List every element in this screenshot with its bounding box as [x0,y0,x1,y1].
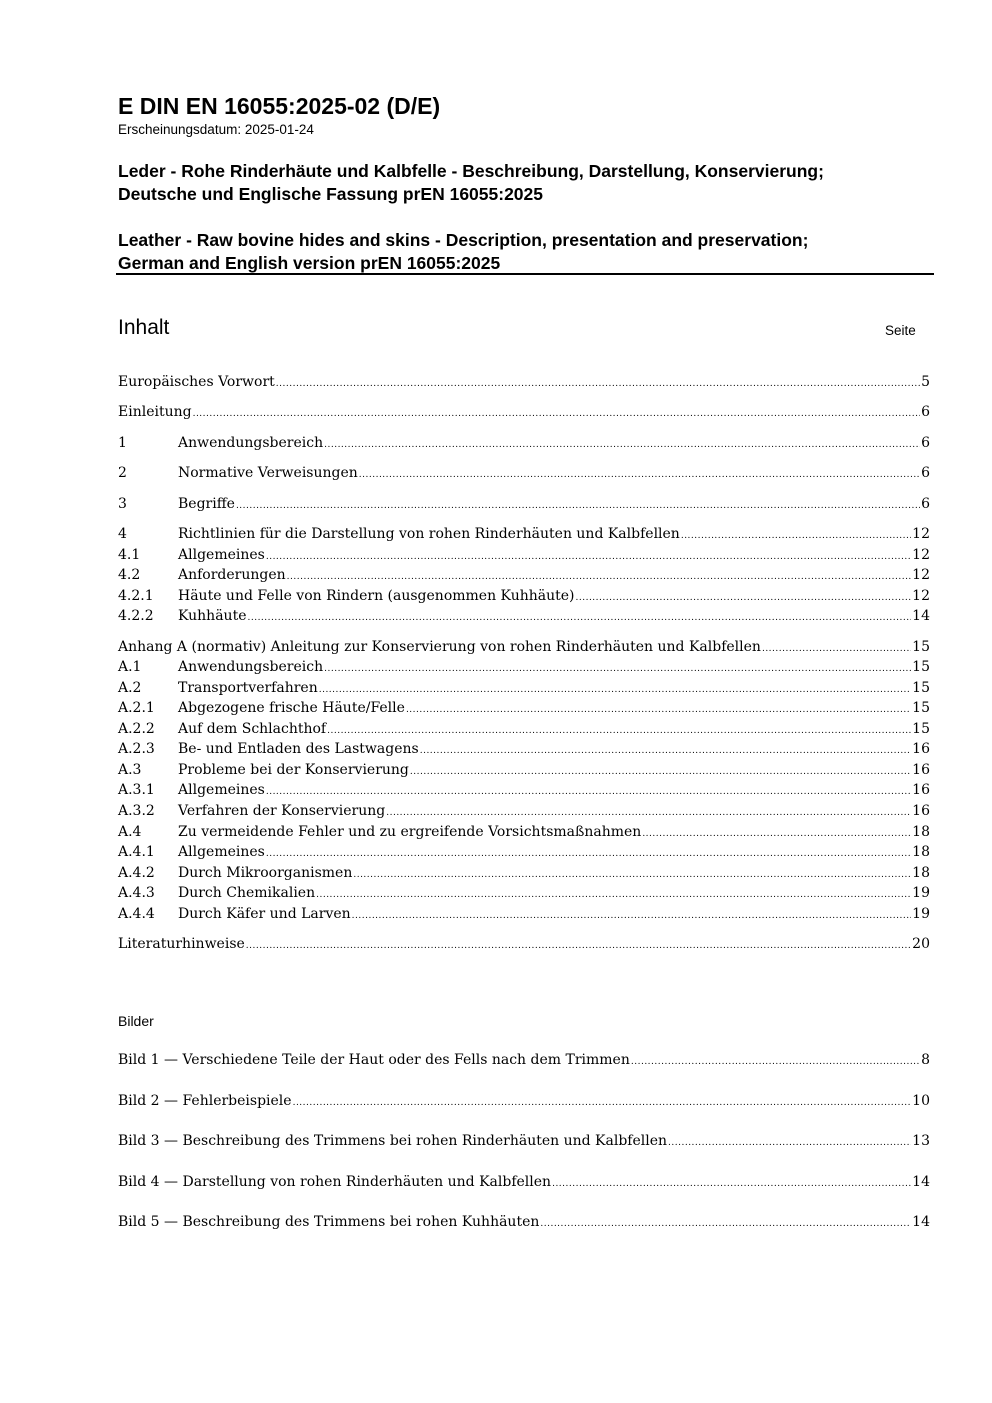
title-english-line-1: Leather - Raw bovine hides and skins - Description, presentation and preservation; [118,230,809,250]
toc-entry-title: Auf dem Schlachthof [178,721,327,737]
toc-entry[interactable] [118,863,930,883]
toc-entry-title: Anforderungen [178,567,286,583]
toc-entry-page: 16 [912,803,930,819]
toc-entry[interactable] [118,494,930,514]
toc-entry-number: 4 [118,526,127,542]
toc-entry[interactable] [118,657,930,677]
toc-entry[interactable] [118,372,930,392]
toc-entry[interactable] [118,637,930,657]
toc-entry-page: 15 [912,639,930,655]
toc-entry-title: Allgemeines [178,547,265,563]
toc-entry-page: 6 [921,496,930,512]
toc-entry-number: 4.2.1 [118,588,154,604]
toc-entry-page: 6 [921,404,930,420]
dot-leader [681,524,911,546]
dot-leader [352,904,912,926]
dot-leader [293,1091,912,1113]
figure-entry-page: 13 [912,1133,930,1149]
figure-entry[interactable] [118,1212,930,1232]
figure-entry-page: 8 [921,1052,930,1068]
toc-entry[interactable] [118,433,930,453]
toc-entry-number: 1 [118,435,127,451]
dot-leader [327,719,911,741]
toc-entry-number: A.4.3 [118,885,155,901]
toc-entry-title: Abgezogene frische Häute/Felle [178,700,405,716]
toc-entry[interactable] [118,904,930,924]
toc-entry[interactable] [118,883,930,903]
toc-entry[interactable] [118,698,930,718]
title-english-line-2: German and English version prEN 16055:2025 [118,253,501,273]
toc-entry[interactable] [118,678,930,698]
toc-entry-title: Häute und Felle von Rindern (ausgenommen Kuhhäute) [178,588,575,604]
toc-entry-number: 4.2 [118,567,141,583]
document-id: E DIN EN 16055:2025-02 (D/E) [118,93,441,119]
toc-entry-title: Europäisches Vorwort [118,374,275,390]
figure-entry-page: 10 [912,1093,930,1109]
toc-entry-number: A.1 [118,659,142,675]
dot-leader [668,1131,911,1153]
toc-entry-number: A.4 [118,824,142,840]
toc-entry-title: Einleitung [118,404,192,420]
toc-entry[interactable] [118,934,930,954]
dot-leader [319,678,911,700]
toc-entry-page: 15 [912,721,930,737]
toc-entry-title: Kuhhäute [178,608,247,624]
toc-entry-title: Verfahren der Konservierung [178,803,386,819]
toc-entry-number: 3 [118,496,127,512]
toc-entry-title: Transportverfahren [178,680,318,696]
dot-leader [540,1212,911,1234]
dot-leader [316,883,911,905]
toc-entry-title: Allgemeines [178,782,265,798]
dot-leader [631,1050,920,1072]
toc-entry-page: 16 [912,762,930,778]
toc-entry-title: Durch Käfer und Larven [178,906,351,922]
toc-entry-page: 19 [912,906,930,922]
toc-entry-title: Begriffe [178,496,235,512]
toc-entry[interactable] [118,545,930,565]
toc-entry-page: 16 [912,741,930,757]
toc-entry[interactable] [118,801,930,821]
figure-entry-title: Bild 4 — Darstellung von rohen Rinderhäuten und Kalbfellen [118,1174,552,1190]
toc-entry[interactable] [118,463,930,483]
dot-leader [406,698,911,720]
dot-leader [247,606,911,628]
toc-entry-page: 12 [912,547,930,563]
toc-entry-page: 14 [912,608,930,624]
dot-leader [324,433,920,455]
toc-entry[interactable] [118,565,930,585]
figure-entry-title: Bild 3 — Beschreibung des Trimmens bei rohen Rinderhäuten und Kalbfellen [118,1133,668,1149]
figure-entry-title: Bild 2 — Fehlerbeispiele [118,1093,292,1109]
toc-entry-title: Be- und Entladen des Lastwagens [178,741,419,757]
figure-entry[interactable] [118,1172,930,1192]
figure-entry[interactable] [118,1091,930,1111]
figure-entry-title: Bild 1 — Verschiedene Teile der Haut oder des Fells nach dem Trimmen [118,1052,630,1068]
figure-entry[interactable] [118,1050,930,1070]
dot-leader [266,545,911,567]
toc-entry-number: A.3 [118,762,142,778]
dot-leader [642,822,911,844]
toc-entry-page: 20 [912,936,930,952]
toc-entry-number: A.2.2 [118,721,155,737]
toc-entry-number: 4.2.2 [118,608,154,624]
dot-leader [420,739,911,761]
toc-entry-page: 5 [921,374,930,390]
figure-entry-page: 14 [912,1214,930,1230]
figure-entry-title: Bild 5 — Beschreibung des Trimmens bei rohen Kuhhäuten [118,1214,540,1230]
dot-leader [324,657,911,679]
dot-leader [359,463,920,485]
dot-leader [576,586,912,608]
dot-leader [762,637,911,659]
dot-leader [287,565,912,587]
toc-entry-number: A.2 [118,680,142,696]
toc-entry-title: Anhang A (normativ) Anleitung zur Konservierung von rohen Rinderhäuten und Kalbfellen [118,639,761,655]
toc-entry-page: 6 [921,435,930,451]
toc-entry-number: A.4.2 [118,865,155,881]
title-divider [116,273,934,275]
toc-entry[interactable] [118,822,930,842]
toc-entry-title: Allgemeines [178,844,265,860]
toc-entry-number: A.3.2 [118,803,155,819]
toc-entry-number: A.2.3 [118,741,155,757]
toc-entry-page: 16 [912,782,930,798]
toc-entry-title: Durch Mikroorganismen [178,865,353,881]
toc-entry[interactable] [118,402,930,422]
toc-entry[interactable] [118,780,930,800]
figure-entry[interactable] [118,1131,930,1151]
toc-entry[interactable] [118,606,930,626]
dot-leader [266,780,911,802]
title-german [118,160,824,206]
toc-entry-page: 6 [921,465,930,481]
dot-leader [276,372,920,394]
toc-entry[interactable] [118,719,930,739]
toc-entry[interactable] [118,524,930,544]
dot-leader [552,1172,911,1194]
toc-entry-number: 4.1 [118,547,141,563]
toc-entry-page: 18 [912,824,930,840]
toc-entry-title: Anwendungsbereich [178,435,324,451]
toc-entry-title: Anwendungsbereich [178,659,324,675]
toc-entry-number: 2 [118,465,127,481]
title-german-line-2: Deutsche und Englische Fassung prEN 16055:2025 [118,184,544,204]
toc-entry-title: Richtlinien für die Darstellung von rohen Rinderhäuten und Kalbfellen [178,526,680,542]
figure-entry-page: 14 [912,1174,930,1190]
toc-entry-title: Probleme bei der Konservierung [178,762,409,778]
toc-entry-page: 15 [912,680,930,696]
figures-heading: Bilder [118,1013,154,1029]
dot-leader [386,801,911,823]
toc-entry-number: A.4.1 [118,844,155,860]
toc-entry-page: 19 [912,885,930,901]
toc-entry[interactable] [118,739,930,759]
toc-entry-title: Durch Chemikalien [178,885,316,901]
dot-leader [410,760,911,782]
toc-entry-number: A.3.1 [118,782,155,798]
toc-entry-page: 12 [912,588,930,604]
toc-entry[interactable] [118,760,930,780]
toc-entry-number: A.4.4 [118,906,155,922]
dot-leader [236,494,920,516]
toc-entry-page: 12 [912,567,930,583]
toc-entry[interactable] [118,842,930,862]
toc-entry-page: 18 [912,865,930,881]
toc-entry-page: 12 [912,526,930,542]
title-german-line-1: Leder - Rohe Rinderhäute und Kalbfelle - Beschreibung, Darstellung, Konservierung; [118,161,824,181]
dot-leader [266,842,911,864]
toc-entry-page: 15 [912,700,930,716]
toc-entry-title: Zu vermeidende Fehler und zu ergreifende Vorsichtsmaßnahmen [178,824,642,840]
toc-heading: Inhalt [118,316,170,339]
toc-entry[interactable] [118,586,930,606]
toc-entry-page: 15 [912,659,930,675]
page-column-label: Seite [885,323,916,338]
toc-entry-page: 18 [912,844,930,860]
dot-leader [246,934,911,956]
toc-entry-number: A.2.1 [118,700,155,716]
toc-entry-title: Normative Verweisungen [178,465,358,481]
dot-leader [193,402,921,424]
dot-leader [353,863,911,885]
publication-date: Erscheinungsdatum: 2025-01-24 [118,122,314,137]
title-english [118,229,808,275]
toc-entry-title: Literaturhinweise [118,936,245,952]
